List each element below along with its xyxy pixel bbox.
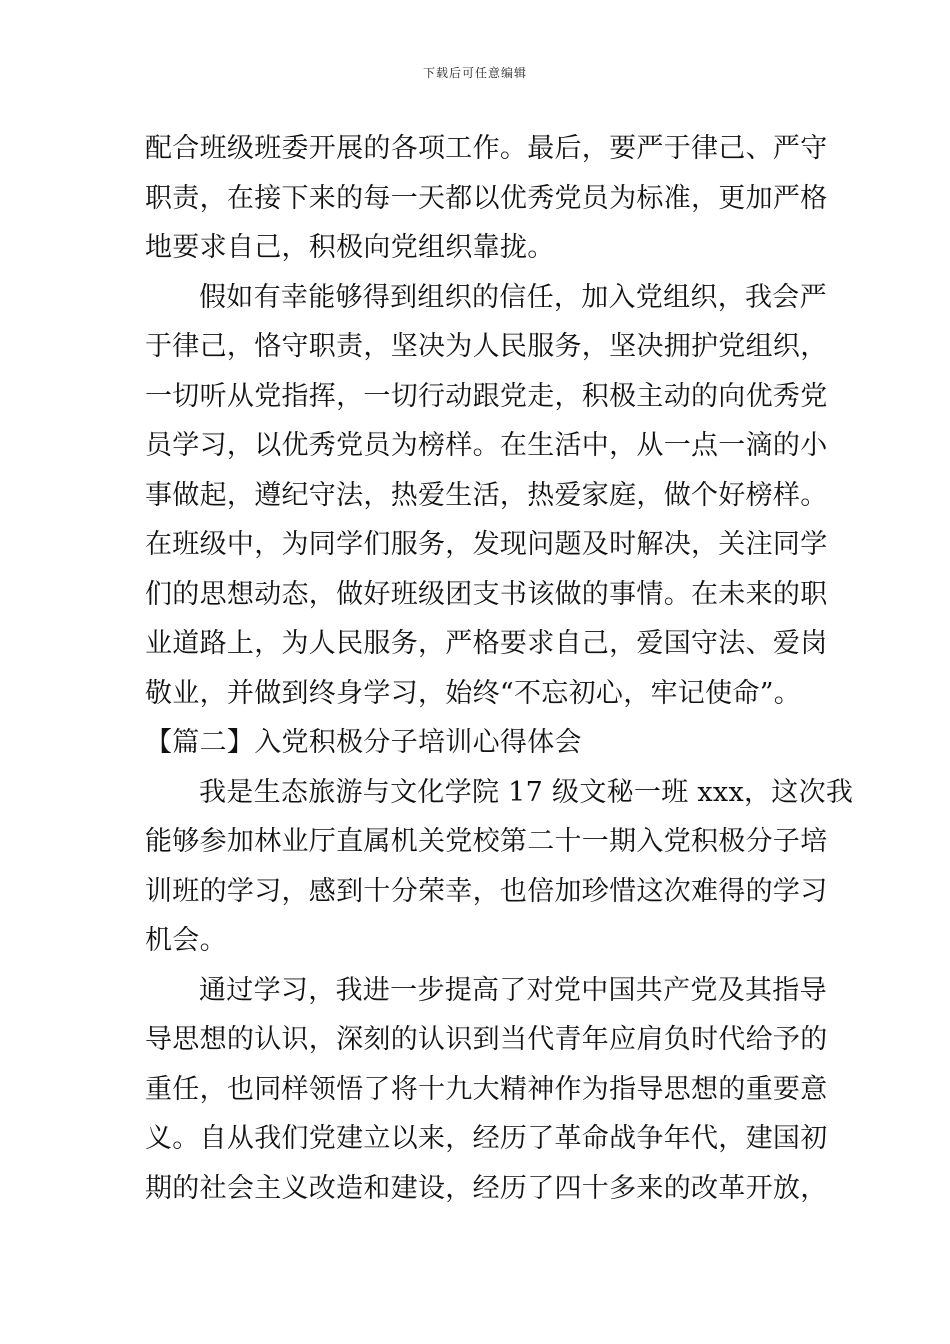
text-line-9: 在班级中，为同学们服务，发现问题及时解决，关注同学 (145, 529, 828, 560)
text-line-6: 一切听从党指挥，一切行动跟党走，积极主动的向优秀党 (145, 380, 828, 412)
page-header-note: 下载后可任意编辑 (422, 66, 527, 80)
text-line-16: 训班的学习，感到十分荣幸，也倍加珍惜这次难得的学习 (145, 875, 828, 907)
text-line-2: 职责，在接下来的每一天都以优秀党员为标准，更加严格 (145, 182, 828, 214)
text-line-4: 假如有幸能够得到组织的信任，加入党组织，我会严 (199, 281, 827, 313)
text-line-3: 地要求自己，积极向党组织靠拢。 (145, 232, 555, 263)
text-line-8: 事做起，遵纪守法，热爱生活，热爱家庭，做个好榜样。 (145, 479, 828, 511)
section-heading: 【篇二】入党积极分子培训心得体会 (145, 727, 582, 758)
text-line-20: 重任，也同样领悟了将十九大精神作为指导思想的重要意 (145, 1073, 828, 1105)
text-line-10: 们的思想动态，做好班级团支书该做的事情。在未来的职 (145, 578, 828, 610)
text-line-5: 于律己，恪守职责，坚决为人民服务，坚决拥护党组织， (145, 331, 828, 362)
text-line-7: 员学习，以优秀党员为榜样。在生活中，从一点一滴的小 (145, 430, 828, 461)
text-line-11: 业道路上，为人民服务，严格要求自己，爱国守法、爱岗 (145, 628, 828, 659)
text-line-15: 能够参加林业厅直属机关党校第二十一期入党积极分子培 (145, 826, 828, 857)
document-body (145, 124, 854, 1213)
text-line-17: 机会。 (145, 925, 227, 956)
text-line-22: 期的社会主义改造和建设，经历了四十多来的改革开放， (145, 1172, 828, 1204)
text-line-12: 敬业，并做到终身学习，始终“不忘初心，牢记使命”。 (145, 677, 802, 709)
text-line-21: 义。自从我们党建立以来，经历了革命战争年代，建国初 (145, 1123, 828, 1154)
text-line-18: 通过学习，我进一步提高了对党中国共产党及其指导 (199, 974, 827, 1006)
text-line-19: 导思想的认识，深刻的认识到当代青年应肩负时代给予的 (145, 1024, 828, 1055)
text-line-1: 配合班级班委开展的各项工作。最后，要严于律己、严守 (145, 133, 828, 164)
text-line-14: 我是生态旅游与文化学院 17 级文秘一班 xxx，这次我 (199, 776, 854, 808)
